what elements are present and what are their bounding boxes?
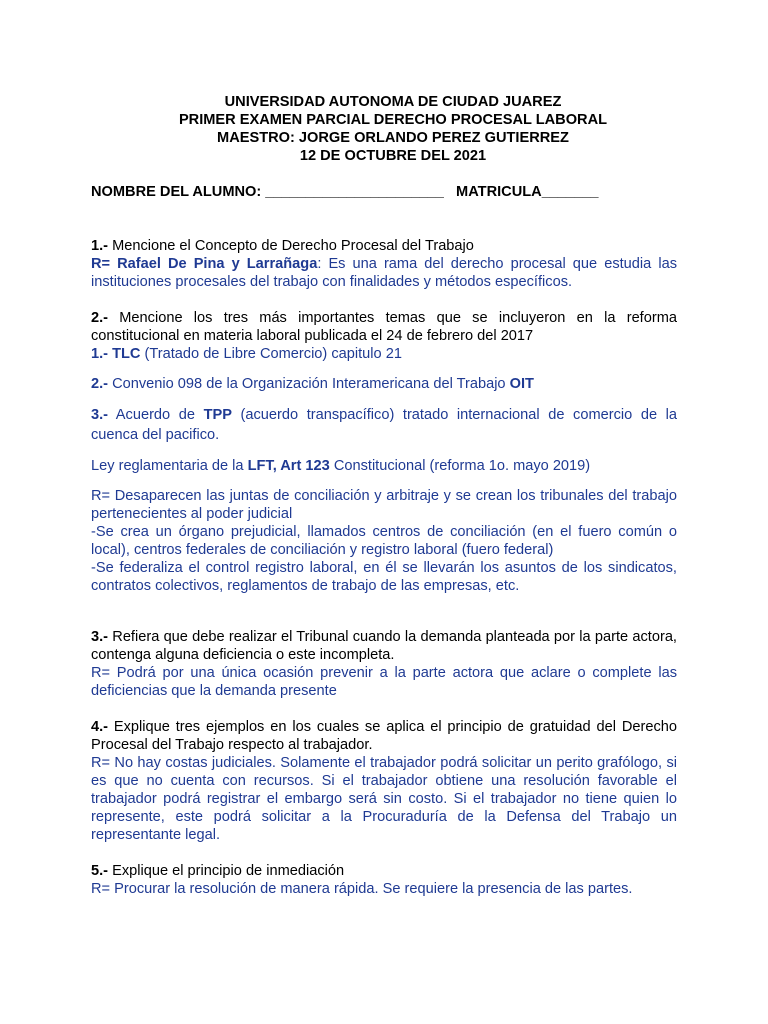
university-name: UNIVERSIDAD AUTONOMA DE CIUDAD JUAREZ xyxy=(224,94,562,110)
student-name-label: NOMBRE DEL ALUMNO: ______________________ xyxy=(91,184,444,200)
answer-5: R= Procurar la resolución de manera rápida. Se requiere la presencia de las partes. xyxy=(91,881,633,897)
answer-2-result-2: -Se crea un órgano prejudicial, llamados centros de conciliación (en el fuero común o local), centros federales de conciliación y registro laboral (fuero federal) xyxy=(91,524,677,558)
question-1-text: 1.- Mencione el Concepto de Derecho Procesal del Trabajo xyxy=(91,238,474,254)
matricula-label: MATRICULA_______ xyxy=(456,184,599,200)
answer-2-item-1: 1.- TLC (Tratado de Libre Comercio) capitulo 21 xyxy=(91,346,402,362)
answer-2-item-3: 3.- Acuerdo de TPP (acuerdo transpacífico) tratado internacional de comercio de la cuenca del pacifico. xyxy=(91,407,677,443)
question-4-text: 4.- Explique tres ejemplos en los cuales se aplica el principio de gratuidad del Derecho Procesal del Trabajo respecto al trabajador. xyxy=(91,719,677,753)
answer-4: R= No hay costas judiciales. Solamente el trabajador podrá solicitar un perito grafólogo, si es que no cuenta con recursos. Si el trabajador obtiene una resolución favorable el trabajador podrá registrar el embargo será sin costo. Si el trabajador no tiene quien lo represente, este podrá solicitar a la Procuraduría de la Defensa del Trabajo un representante legal. xyxy=(91,755,677,843)
answer-1: R= Rafael De Pina y Larrañaga: Es una rama del derecho procesal que estudia las instituciones procesales del trabajo con finalidades y métodos específicos. xyxy=(91,256,677,290)
question-5-text: 5.- Explique el principio de inmediación xyxy=(91,863,345,879)
exam-date: 12 DE OCTUBRE DEL 2021 xyxy=(299,148,487,164)
question-1 xyxy=(91,237,677,291)
question-2-text: 2.- Mencione los tres más importantes temas que se incluyeron en la reforma constitucional en materia laboral publicada el 24 de febrero del 2017 xyxy=(91,310,677,344)
answer-2-result-1: R= Desaparecen las juntas de conciliación y arbitraje y se crean los tribunales del trabajo pertenecientes al poder judicial xyxy=(91,488,677,522)
question-3-text: 3.- Refiera que debe realizar el Tribunal cuando la demanda planteada por la parte actora, contenga alguna deficiencia o este incompleta. xyxy=(91,629,677,663)
answer-2-item-2: 2.- Convenio 098 de la Organización Interamericana del Trabajo OIT xyxy=(91,376,534,392)
answer-2-ley: Ley reglamentaria de la LFT, Art 123 Constitucional (reforma 1o. mayo 2019) xyxy=(91,458,591,474)
teacher-name: MAESTRO: JORGE ORLANDO PEREZ GUTIERREZ xyxy=(217,130,569,146)
question-2 xyxy=(91,309,677,595)
question-3 xyxy=(91,628,677,700)
question-5 xyxy=(91,862,677,898)
exam-header xyxy=(109,93,677,165)
exam-title: PRIMER EXAMEN PARCIAL DERECHO PROCESAL LABORAL xyxy=(178,112,608,128)
student-info-line xyxy=(91,183,677,201)
answer-3: R= Podrá por una única ocasión prevenir a la parte actora que aclare o complete las deficiencias que la demanda presente xyxy=(91,665,677,699)
question-4 xyxy=(91,718,677,844)
answer-2-result-3: -Se federaliza el control registro laboral, en él se llevarán los asuntos de los sindicatos, contratos colectivos, reglamentos de trabajo de las empresas, etc. xyxy=(91,560,677,594)
